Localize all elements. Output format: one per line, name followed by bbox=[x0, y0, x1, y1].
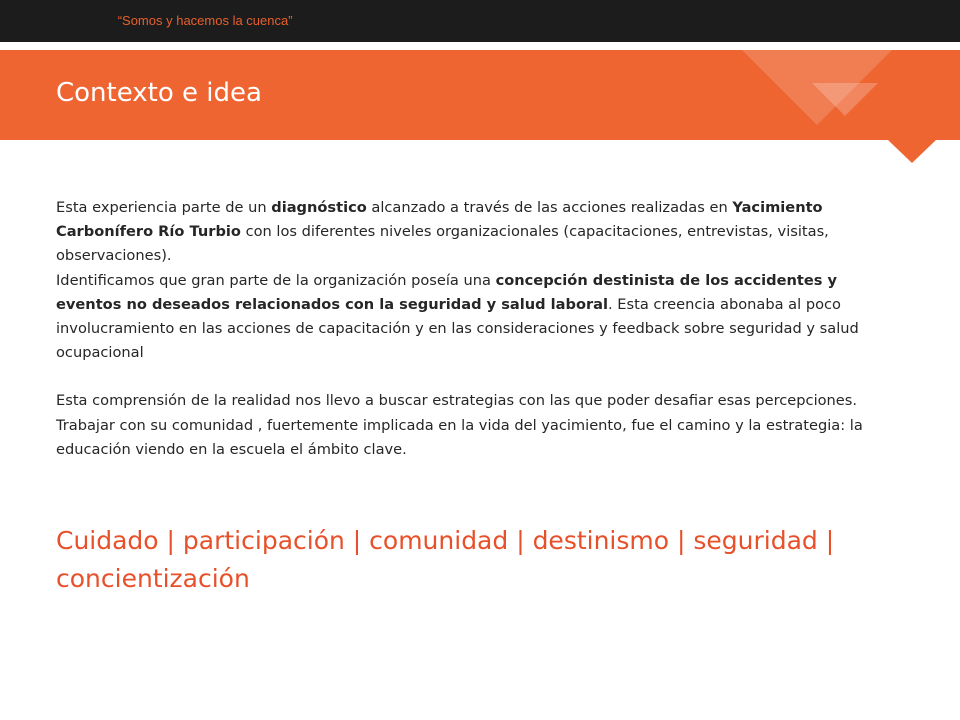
program-name: “Somos y hacemos la cuenca” bbox=[117, 13, 293, 28]
text-segment: . Esta creencia abonaba al poco involucramiento en las acciones de capacitación y en las consideraciones y feedback sobre seguridad y salud ocupacional bbox=[56, 295, 859, 362]
paragraph-concepcion bbox=[56, 269, 906, 366]
program-label bbox=[57, 14, 370, 27]
bold-segment: diagnóstico bbox=[271, 199, 367, 216]
program-prefix: Programa bbox=[57, 13, 118, 28]
page-title: Contexto e idea bbox=[56, 78, 262, 108]
text-segment: Identificamos que gran parte de la organización poseía una bbox=[56, 271, 496, 289]
bold-segment: concepción destinista de los accidentes y eventos no deseados relacionados con la seguridad y salud laboral bbox=[56, 271, 838, 313]
banner-pointer-triangle bbox=[888, 140, 936, 164]
text-segment: con los diferentes niveles organizacionales (capacitaciones, entrevistas, visitas, observaciones). bbox=[56, 223, 829, 265]
text-segment: alcanzado a través de las acciones realizadas en bbox=[366, 199, 733, 216]
paragraph-diagnostico bbox=[56, 196, 906, 269]
bold-segment: Yacimiento Carbonífero Río Turbio bbox=[56, 199, 823, 241]
text-segment: Esta experiencia parte de un bbox=[56, 199, 272, 216]
title-banner bbox=[0, 50, 960, 140]
program-suffix: La Caja ART bbox=[292, 13, 370, 28]
keywords-line: Cuidado | participación | comunidad | destinismo | seguridad | concientización bbox=[56, 526, 835, 593]
top-bar bbox=[0, 0, 960, 42]
paragraph-estrategia: Esta comprensión de la realidad nos llevo a buscar estrategias con las que poder desafiar esas percepciones. Trabajar con su comunidad , fuertemente implicada en la vida del yacimiento, fue el camino y la estrategia: la educación viendo en la escuela el ámbito clave. bbox=[56, 392, 863, 458]
body-text bbox=[56, 196, 906, 462]
